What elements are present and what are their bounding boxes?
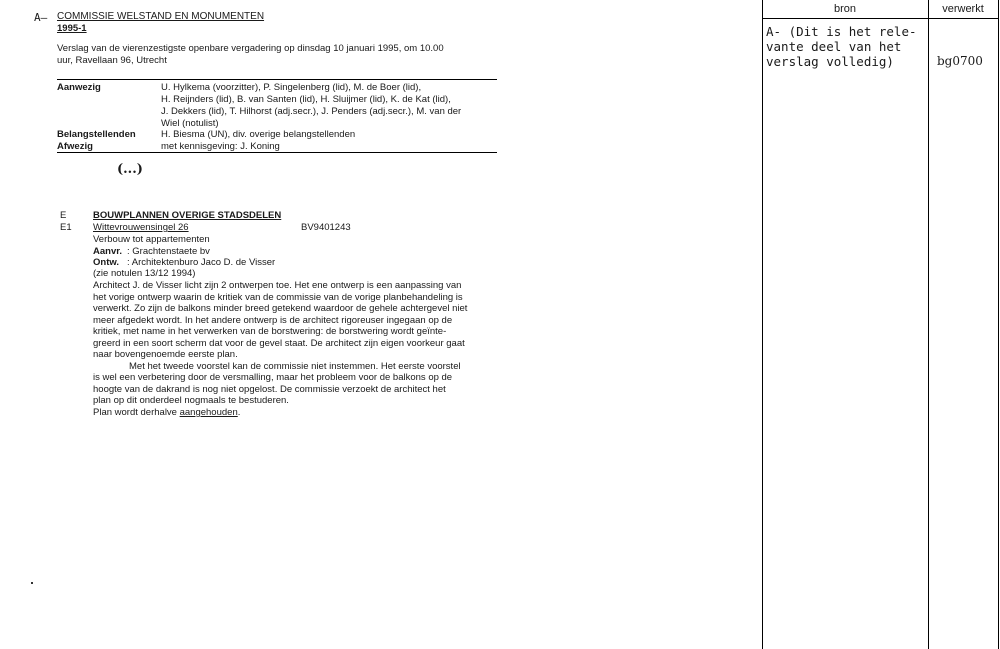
processed-code: bg0700	[937, 54, 983, 68]
present-line: Wiel (notulist)	[161, 118, 219, 129]
applicant-value: : Grachtenstaete bv	[127, 246, 210, 257]
item-address: Wittevrouwensingel 26	[93, 222, 189, 233]
stakeholders-label: Belangstellenden	[57, 129, 136, 140]
paragraph-1-line: verwerkt. Zo zijn de balkons minder breed getekend waardoor de gehele achtergevel niet	[93, 303, 468, 314]
document-title: COMMISSIE WELSTAND EN MONUMENTEN	[57, 11, 265, 22]
paragraph-1-line: naar bovengenoemde eerste plan.	[93, 349, 238, 360]
paragraph-2-line: Met het tweede voorstel kan de commissie niet instemmen. Het eerste voorstel	[129, 361, 461, 372]
present-line: J. Dekkers (lid), T. Hilhorst (adj.secr.), J. Penders (adj.secr.), M. van der	[161, 106, 462, 117]
source-column-header: bron	[833, 3, 857, 15]
reference-note: (zie notulen 13/12 1994)	[93, 268, 196, 279]
designer-value: : Architektenburo Jaco D. de Visser	[127, 257, 276, 268]
paragraph-1-line: Architect J. de Visser licht zijn 2 ontwerpen toe. Het ene ontwerp is een aanpassing van	[93, 280, 462, 291]
absent-label: Afwezig	[57, 141, 93, 152]
column-divider-right	[998, 0, 999, 649]
processed-column-header: verwerkt	[942, 3, 984, 15]
source-note-line: vante deel van het	[766, 39, 902, 54]
present-label: Aanwezig	[57, 82, 101, 93]
speck-dot	[31, 582, 33, 584]
paragraph-1-line: het vorige ontwerp waarin de kritiek van de commissie van de vorige planbehandeling is	[93, 292, 463, 303]
paragraph-2-line: plan op dit onderdeel nogmaals te bestuderen.	[93, 395, 289, 406]
absent-value: met kennisgeving: J. Koning	[161, 141, 280, 152]
column-divider-left	[762, 0, 763, 649]
verdict-suffix: .	[237, 407, 241, 418]
omission-ellipsis: (...)	[117, 162, 143, 177]
applicant-label: Aanvr.	[93, 246, 123, 257]
paragraph-1-line: meer afgedekt wordt. In het andere ontwerp is de architect rigoreuser ingegaan op de	[93, 315, 453, 326]
item-code: BV9401243	[301, 222, 351, 233]
section-marker: A—	[34, 11, 48, 24]
source-note-line: A- (Dit is het rele-	[766, 24, 917, 39]
verdict-word: aangehouden	[179, 407, 238, 418]
stakeholders-value: H. Biesma (UN), div. overige belangstellenden	[161, 129, 356, 140]
attendance-top-rule	[57, 79, 497, 80]
verdict-prefix: Plan wordt derhalve	[93, 407, 180, 418]
section-heading: BOUWPLANNEN OVERIGE STADSDELEN	[93, 210, 282, 221]
column-header-rule	[762, 18, 999, 19]
designer-label: Ontw.	[93, 257, 120, 268]
document-number: 1995-1	[57, 23, 87, 34]
paragraph-2-line: hoogte van de dakrand is nog niet opgelost. De commissie verzoekt de architect het	[93, 384, 446, 395]
item-number: E1	[60, 222, 72, 233]
report-line-2: uur, Ravellaan 96, Utrecht	[57, 55, 167, 66]
item-purpose: Verbouw tot appartementen	[93, 234, 210, 245]
verdict-line	[93, 407, 240, 419]
column-divider-middle	[928, 0, 929, 649]
present-line: U. Hylkema (voorzitter), P. Singelenberg (lid), M. de Boer (lid),	[161, 82, 422, 93]
source-note-line: verslag volledig)	[766, 54, 894, 69]
report-line-1: Verslag van de vierenzestigste openbare vergadering op dinsdag 10 januari 1995, om 10.00	[57, 43, 444, 54]
present-line: H. Reijnders (lid), B. van Santen (lid), H. Sluijmer (lid), K. de Kat (lid),	[161, 94, 451, 105]
section-letter: E	[60, 210, 67, 221]
paragraph-1-line: kritiek, met name in het verwerken van de borstwering: de borstwering wordt geïnte-	[93, 326, 447, 337]
attendance-bottom-rule	[57, 152, 497, 153]
paragraph-1-line: greerd in een soort scherm dat voor de gevel staat. De architect zijn eigen voorkeur gaat	[93, 338, 465, 349]
paragraph-2-line: is wel een verbetering door de versmalling, maar het probleem voor de balkons op de	[93, 372, 453, 383]
